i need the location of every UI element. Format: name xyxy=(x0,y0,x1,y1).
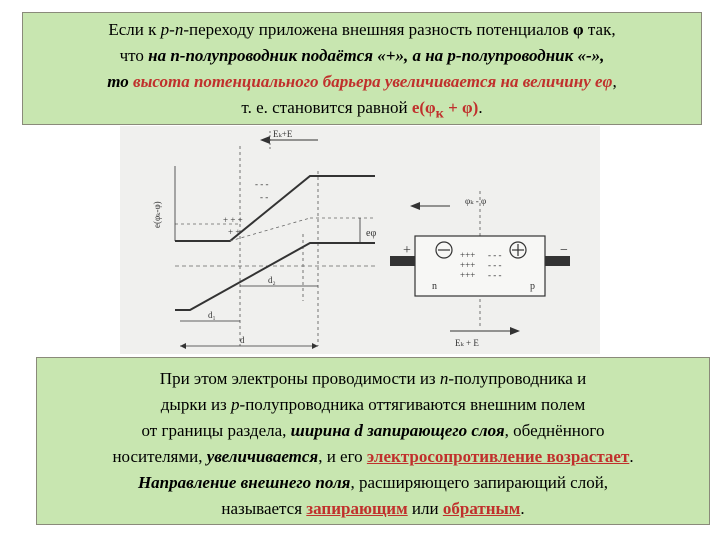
phik-phi-label: φₖ - φ xyxy=(465,196,487,206)
resistance-emphasis: электросопротивление возрастает xyxy=(366,447,630,466)
width-emphasis: ширина d запирающего слоя xyxy=(290,421,505,440)
svg-text:- - -: - - - xyxy=(488,260,502,270)
text: , расширяющего запирающий слой, xyxy=(350,473,609,492)
barrier-increase-emphasis: высота потенциального барьера увеличивается на величину xyxy=(132,72,595,91)
explain-line-2 xyxy=(47,392,699,418)
text: При этом электроны проводимости из xyxy=(159,369,440,388)
text: или xyxy=(407,499,443,518)
p-region-label: p xyxy=(530,281,535,292)
phi-symbol: φ xyxy=(573,20,584,39)
blocking-term: запирающим xyxy=(306,499,408,518)
explain-line-4 xyxy=(47,444,699,470)
text: носителями, xyxy=(112,447,207,466)
p-term: p xyxy=(231,395,240,414)
e-phik-phi-label: e(φₖ-φ) xyxy=(152,201,162,228)
increases-emphasis: увеличивается xyxy=(206,447,319,466)
text: Если к xyxy=(108,20,161,39)
ephi-symbol: eφ xyxy=(595,72,613,91)
explain-line-6 xyxy=(47,496,699,522)
text: от границы раздела, xyxy=(141,421,291,440)
polarity-emphasis: на n-полупроводник подаётся «+», а на p-полупроводник «-», xyxy=(148,46,605,65)
energy-band-diagram xyxy=(120,126,600,354)
text: дырки из xyxy=(160,395,232,414)
svg-text:- - -: - - - xyxy=(255,179,269,189)
intro-line-2 xyxy=(33,43,691,69)
text: называется xyxy=(221,499,307,518)
text: , и его xyxy=(318,447,367,466)
plus-terminal-label: + xyxy=(403,243,411,258)
svg-text:- - -: - - - xyxy=(488,270,502,280)
field-direction-emphasis: Направление внешнего поля xyxy=(137,473,351,492)
intro-text-box xyxy=(22,12,702,125)
intro-line-1 xyxy=(33,17,691,43)
text: -полупроводника оттягиваются внешним полем xyxy=(239,395,586,414)
svg-text:+ + +: + + + xyxy=(223,215,243,225)
text: , xyxy=(612,72,617,91)
text: -переходу приложена внешняя разность потенциалов xyxy=(183,20,574,39)
conduction-band-line xyxy=(175,176,375,241)
formula-part: + φ) xyxy=(443,98,479,117)
ekE-bottom-label: Eₖ + E xyxy=(455,338,479,348)
text: -полупроводника и xyxy=(448,369,587,388)
text: . xyxy=(520,499,525,518)
ekE-top-label: Eₖ+E xyxy=(273,129,293,139)
d2-label: d₂ xyxy=(268,275,276,285)
svg-text:+++: +++ xyxy=(460,260,476,270)
svg-text:- - -: - - - xyxy=(488,250,502,260)
n-region-label: n xyxy=(432,281,437,292)
svg-text:- -: - - xyxy=(260,192,269,202)
svg-text:+++: +++ xyxy=(460,250,476,260)
barrier-formula xyxy=(411,98,479,122)
svg-text:+++: +++ xyxy=(460,270,476,280)
text: , обеднённого xyxy=(504,421,605,440)
text: . xyxy=(478,98,483,117)
reverse-term: обратным xyxy=(442,499,521,518)
d-label: d xyxy=(240,335,245,345)
intro-line-4 xyxy=(33,95,691,126)
d1-label: d₁ xyxy=(208,310,216,320)
text: т. е. становится равной xyxy=(241,98,412,117)
svg-text:+ +: + + xyxy=(228,227,241,237)
formula-subscript: к xyxy=(435,105,444,122)
intro-line-3 xyxy=(33,69,691,95)
explanation-text-box xyxy=(36,357,710,525)
text: . xyxy=(629,447,634,466)
explain-line-3 xyxy=(47,418,699,444)
text: что xyxy=(119,46,149,65)
explain-line-5 xyxy=(47,470,699,496)
explain-line-1 xyxy=(47,366,699,392)
n-term: n xyxy=(439,369,449,388)
minus-terminal-label: − xyxy=(560,243,568,258)
pn-term: p-n xyxy=(160,20,184,39)
text: так, xyxy=(583,20,616,39)
text: то xyxy=(107,72,133,91)
formula-part: e(φ xyxy=(411,98,436,117)
ephi-label: eφ xyxy=(366,228,377,239)
